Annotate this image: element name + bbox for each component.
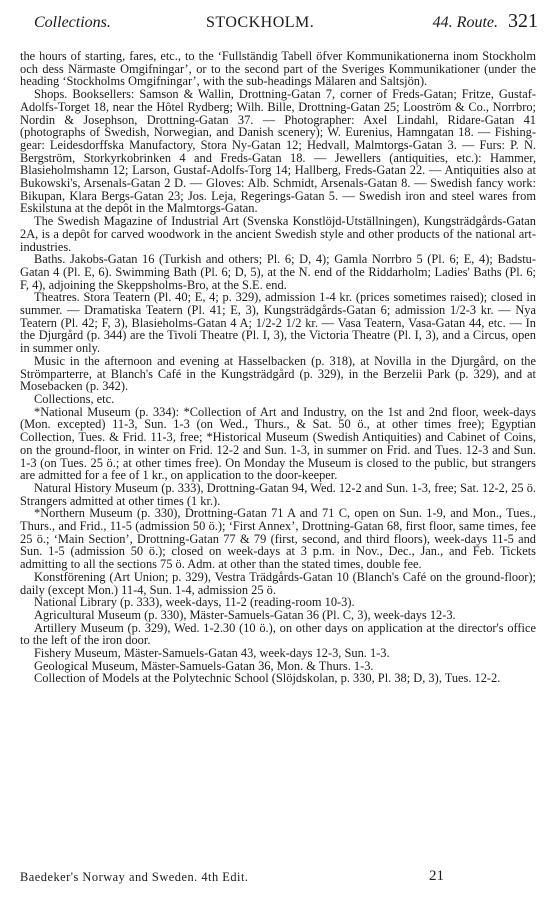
footer-edition: Baedeker's Norway and Sweden. 4th Edit. [20,870,249,884]
paragraph-natural-history-museum: Natural History Museum (p. 333), Drottning-Gatan 94, Wed. 12-2 and Sun. 1-3, free; Sat. 12-2, 25 ö. Strangers admitted at other times (1 kr.). [20,480,536,508]
paragraph-national-library: National Library (p. 333), week-days, 11-2 (reading-room 10-3). [34,595,355,610]
paragraph-agricultural-museum: Agricultural Museum (p. 330), Mäster-Samuels-Gatan 36 (Pl. C, 3), week-days 12-3. [34,607,456,622]
paragraph-national-museum: *National Museum (p. 334): *Collection of Art and Industry, on the 1st and 2nd floor, week-days (Mon. excepted) 11-3, Sun. 1-3 (on Wed., Thurs., & Sat. 50 ö., at other times free); Egyptian Collection, Tues. & Frid. 11-3, free; *Historical Museum (Swedish Antiquities) and Cabinet of Coins, on the ground-floor, in winter on Frid. 12-2 and Sun. 1-3, in summer on Frid. and Tues. 12-3 and Sun. 1-3 (on Tues. 25 ö.; at other times free). On Monday the Museum is closed to the public, but strangers are admitted for a fee of 1 kr., on application to the door-keeper. [20,404,536,483]
paragraph-magazine-industrial-art: The Swedish Magazine of Industrial Art (Svenska Konstlöjd-Utställningen), Kungsträdgårds-Gatan 2A, is a depôt for carved woodwork in the ancient Swedish style and other products of the national art-industries. [20,214,536,254]
paragraph-polytechnic-models: Collection of Models at the Polytechnic School (Slöjdskolan, p. 330, Pl. 38; D, 3), Tues. 12-2. [34,671,501,686]
running-header [20,10,538,40]
paragraph-music: Music in the afternoon and evening at Hasselbacken (p. 318), at Novilla in the Djurgård, on the Strömparterre, at Blanch's Café in the Kungsträdgård (p. 329), in the Berzelii Park (p. 329), and at Mosebacken (p. 342). [20,353,536,394]
paragraph-konstforening: Konstförening (Art Union; p. 329), Vestra Trädgårds-Gatan 10 (Blanch's Café on the ground-floor); daily (except Mon.) 11-4, Sun. 1-4, admission 25 ö. [20,569,536,597]
header-route: 44. Route. [432,14,498,31]
paragraph-shops: Shops. Booksellers: Samson & Wallin, Drottning-Gatan 7, corner of Freds-Gatan; Fritze, Gustaf-Adolfs-Torget 18, near the Hôtel Rydberg; Wilh. Bille, Drottning-Gatan 25; Looström & Co., Norrbro; Nordin & Josephson, Drottning-Gatan 37. — Photographer: Axel Lindahl, Ridare-Gatan 41 (photographs of Swedish, Norwegian, and Danish scenery); W. Eurenius, Hamngatan 18. — Fishing-gear: Leidesdorffska Manufactory, Stora Ny-Gatan 12; Hedvall, Malmtorgs-Gatan 3. — Furs: P. N. Bergström, Storkyrkobrinken 4 and Freds-Gatan 18. — Jewellers (antiquities, etc.): Hammer, Blasieholmshamn 12; Larson, Gustaf-Adolfs-Torg 14; Hallberg, Freds-Gatan 22. — Antiquities also at Bukowski's, Arsenals-Gatan 2 D. — Gloves: Alb. Schmidt, Arsenals-Gatan 8. — Swedish fancy work: Bikupan, Klara Bergs-Gatan 23; Jos. Leja, Regerings-Gatan 5. — Swedish iron and steel wares from Eskilstuna at the depôt in the Malmtorgs-Gatan. [20,87,536,216]
paragraph-northern-museum: *Northern Museum (p. 330), Drottning-Gatan 71 A and 71 C, open on Sun. 1-9, and Mon., Tues., Thurs., and Frid., 11-5 (admission 50 ö.); ‘First Annex’, Drottning-Gatan 68, first floor, same times, fee 25 ö.; ‘Main Section’, Drottning-Gatan 77 & 79 (first, second, and third floors), week-days 11-5 and Sun. 1-5 (admission 50 ö.); closed on week-days at 3 p.m. in Nov., Dec., Jan., and Feb. Tickets admitting to all the sections 75 ö. Adm. at other than the stated times, double fee. [20,506,536,572]
paragraph-artillery-museum: Artillery Museum (p. 329), Wed. 1-2.30 (10 ö.), on other days on application at the director's office to the left of the iron door. [20,620,536,648]
paragraph-baths: Baths. Jakobs-Gatan 16 (Turkish and others; Pl. 6; D, 4); Gamla Norrbro 5 (Pl. 6; E, 4); Badstu-Gatan 4 (Pl. E, 6). Swimming Bath (Pl. 6; D, 5), at the N. end of the Riddarholm; Ladies' Baths (Pl. 6; F, 4), adjoining the Skeppsholms-Bro, at the S.E. end. [20,252,536,292]
header-city: STOCKHOLM. [206,14,315,31]
paragraph-fishery-museum: Fishery Museum, Mäster-Samuels-Gatan 43, week-days 12-3, Sun. 1-3. [34,646,390,661]
footer-signature-mark: 21 [429,868,444,884]
header-section-title: Collections. [34,14,111,31]
section-heading-collections: Collections, etc. [34,391,115,406]
page-number: 321 [508,10,538,32]
paragraph-communications: the hours of starting, fares, etc., to the ‘Fullständig Tabell öfver Kommunikationerna inom Stockholm och dess Närmaste Omgifningar’, or to the second part of the Sveriges Kommunikationer (under the heading ‘Stockholms Omgifningar’, with the sub-headings Mälaren and Saltsjön). [20,49,536,89]
paragraph-theatres: Theatres. Stora Teatern (Pl. 40; E, 4; p. 329), admission 1-4 kr. (prices sometimes raised); closed in summer. — Dramatiska Teatern (Pl. 41; E, 3), Kungsträdgårds-Gatan 6; admission 1/2-3 kr. — Nya Teatern (Pl. 42; F, 3), Blasieholms-Gatan 4 A; 1/2-2 1/2 kr. — Vasa Teatern, Vasa-Gatan 44, etc. — In the Djurgård (p. 344) are the Tivoli Theatre (Pl. I, 3), the Victoria Theatre (Pl. I, 3), and a Circus, open in summer only. [20,290,536,356]
page-body [20,50,536,685]
paragraph-geological-museum: Geological Museum, Mäster-Samuels-Gatan 36, Mon. & Thurs. 1-3. [34,658,374,673]
